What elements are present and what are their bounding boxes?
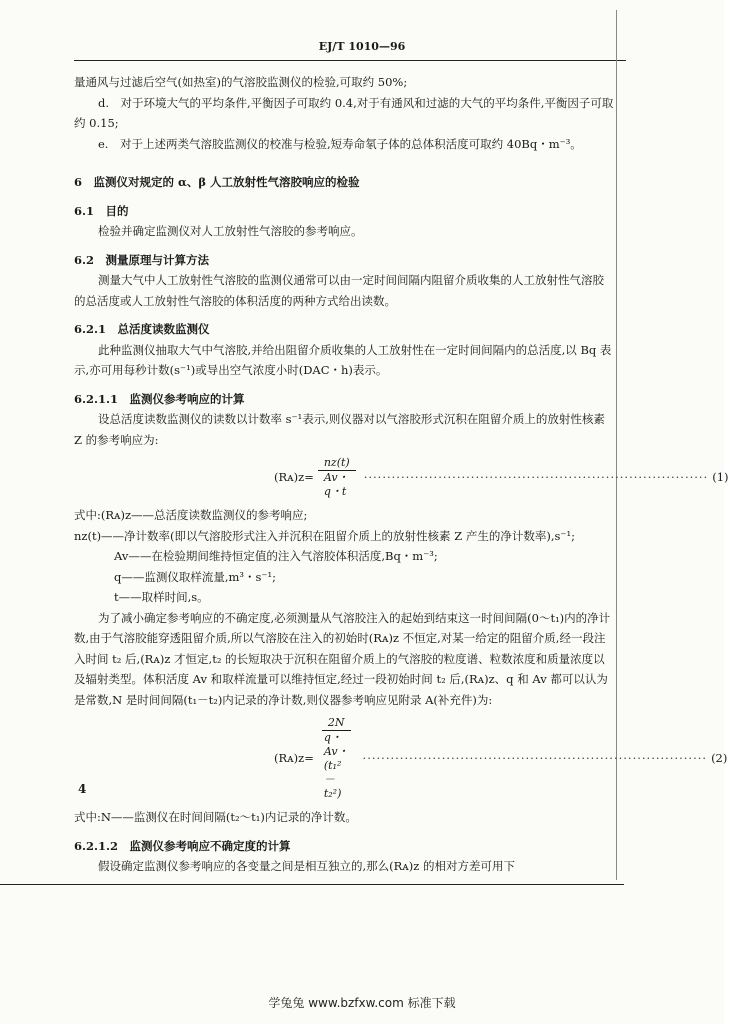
section-6-2-1-2-heading: 6.2.1.2 监测仪参考响应不确定度的计算 <box>74 838 291 853</box>
formula-2-leader-dots: ·········································································· <box>362 751 708 766</box>
document-header: EJ/T 1010—96 <box>318 40 406 53</box>
section-6-2-1-text: 此种监测仪抽取大气中气溶胶,并给出阻留介质收集的人工放射性在一定时间间隔内的总活度,以 Bq 表示,亦可用每秒计数(s⁻¹)或导出空气浓度小时(DAC・h)表示。 <box>74 342 612 377</box>
definition-t: t——取样时间,s。 <box>114 590 209 604</box>
list-item-d: d. 对于环境大气的平均条件,平衡因子可取约 0.4,对于有通风和过滤的大气的平均条件,平衡因子可取约 0.15; <box>74 95 614 130</box>
section-6-1-heading: 6.1 目的 <box>74 203 129 218</box>
section-6-2-heading: 6.2 测量原理与计算方法 <box>74 252 210 267</box>
formula-1 <box>74 456 729 499</box>
page-number: 4 <box>78 782 87 796</box>
definition-n: nz(t)——净计数率(即以气溶胶形式注入并沉积在阻留介质上的放射性核素 Z 产生的净计数率),s⁻¹; <box>74 528 575 543</box>
formula-1-where: 式中:(Rᴀ)z——总活度读数监测仪的参考响应; <box>74 508 308 522</box>
definition-av: Av——在检验期间维持恒定值的注入气溶胶体积活度,Bq・m⁻³; <box>114 549 438 563</box>
formula-2-fraction <box>318 716 355 801</box>
formula-2-lhs: (Rᴀ)z= <box>274 751 314 766</box>
formula-1-numerator: nz(t) <box>318 456 356 471</box>
section-6-2-1-2-text: 假设确定监测仪参考响应的各变量之间是相互独立的,那么(Rᴀ)z 的相对方差可用下 <box>98 859 515 873</box>
paragraph-uncertainty: 为了减小确定参考响应的不确定度,必须测量从气溶胶注入的起始到结束这一时间间隔(0～t₁)内的净计数,由于气溶胶能穿透阻留介质,所以气溶胶在注入的初始时(Rᴀ)z 不恒定,对某一给定的阻留介质,经一段注入时间 t₂ 后,(Rᴀ)z 才恒定,t₂ 的长短取决于沉积在阻留介质上的气溶胶的粒度谱、粒数浓度和质量浓度以及辐射类型。体积活度 Av 和取样流量可以维持恒定,经过一段初始时间 t₂ 后,(Rᴀ)z、q 和 Av 都可以认为是常数,N 是时间间隔(t₁－t₂)内记录的净计数,则仪器参考响应见附录 A(补充件)为: <box>74 610 611 707</box>
section-6-2-1-heading: 6.2.1 总活度读数监测仪 <box>74 322 210 336</box>
header-divider <box>74 60 626 61</box>
paragraph-continuation: 量通风与过滤后空气(如热室)的气溶胶监测仪的检验,可取约 50%; <box>74 75 408 89</box>
formula-2 <box>74 716 728 801</box>
bottom-divider <box>0 884 624 885</box>
list-item-e: e. 对于上述两类气溶胶监测仪的校准与检验,短寿命氡子体的总体积活度可取约 40Bq・m⁻³。 <box>98 136 582 151</box>
section-6-1-text: 检验并确定监测仪对人工放射性气溶胶的参考响应。 <box>98 224 363 238</box>
formula-1-fraction <box>318 456 356 499</box>
section-6-2-text: 测量大气中人工放射性气溶胶的监测仪通常可以由一定时间间隔内阻留介质收集的人工放射性气溶胶的总活度或人工放射性气溶胶的体积活度的两种方式给出读数。 <box>74 273 604 308</box>
formula-1-lhs: (Rᴀ)z= <box>274 470 314 485</box>
page-content <box>74 72 729 877</box>
section-6-2-1-1-text: 设总活度读数监测仪的读数以计数率 s⁻¹表示,则仪器对以气溶胶形式沉积在阻留介质上的放射性核素 Z 的参考响应为: <box>74 412 605 447</box>
section-6-heading: 6 监测仪对规定的 α、β 人工放射性气溶胶响应的检验 <box>74 175 360 189</box>
formula-2-denominator: q・Av・(t₁²－t₂²) <box>323 731 349 800</box>
formula-1-leader-dots: ·········································································· <box>363 470 709 485</box>
definition-q: q——监测仪取样流量,m³・s⁻¹; <box>114 569 276 584</box>
section-6-2-1-1-heading: 6.2.1.1 监测仪参考响应的计算 <box>74 391 245 406</box>
watermark-footer: 学兔兔 www.bzfxw.com 标准下载 <box>268 996 456 1010</box>
formula-2-numerator: 2N <box>322 716 351 731</box>
formula-2-number: (2) <box>711 751 728 766</box>
formula-1-number: (1) <box>712 470 729 485</box>
formula-2-where: 式中:N——监测仪在时间间隔(t₂～t₁)内记录的净计数。 <box>74 810 357 824</box>
formula-1-denominator: Av・q・t <box>323 471 349 498</box>
